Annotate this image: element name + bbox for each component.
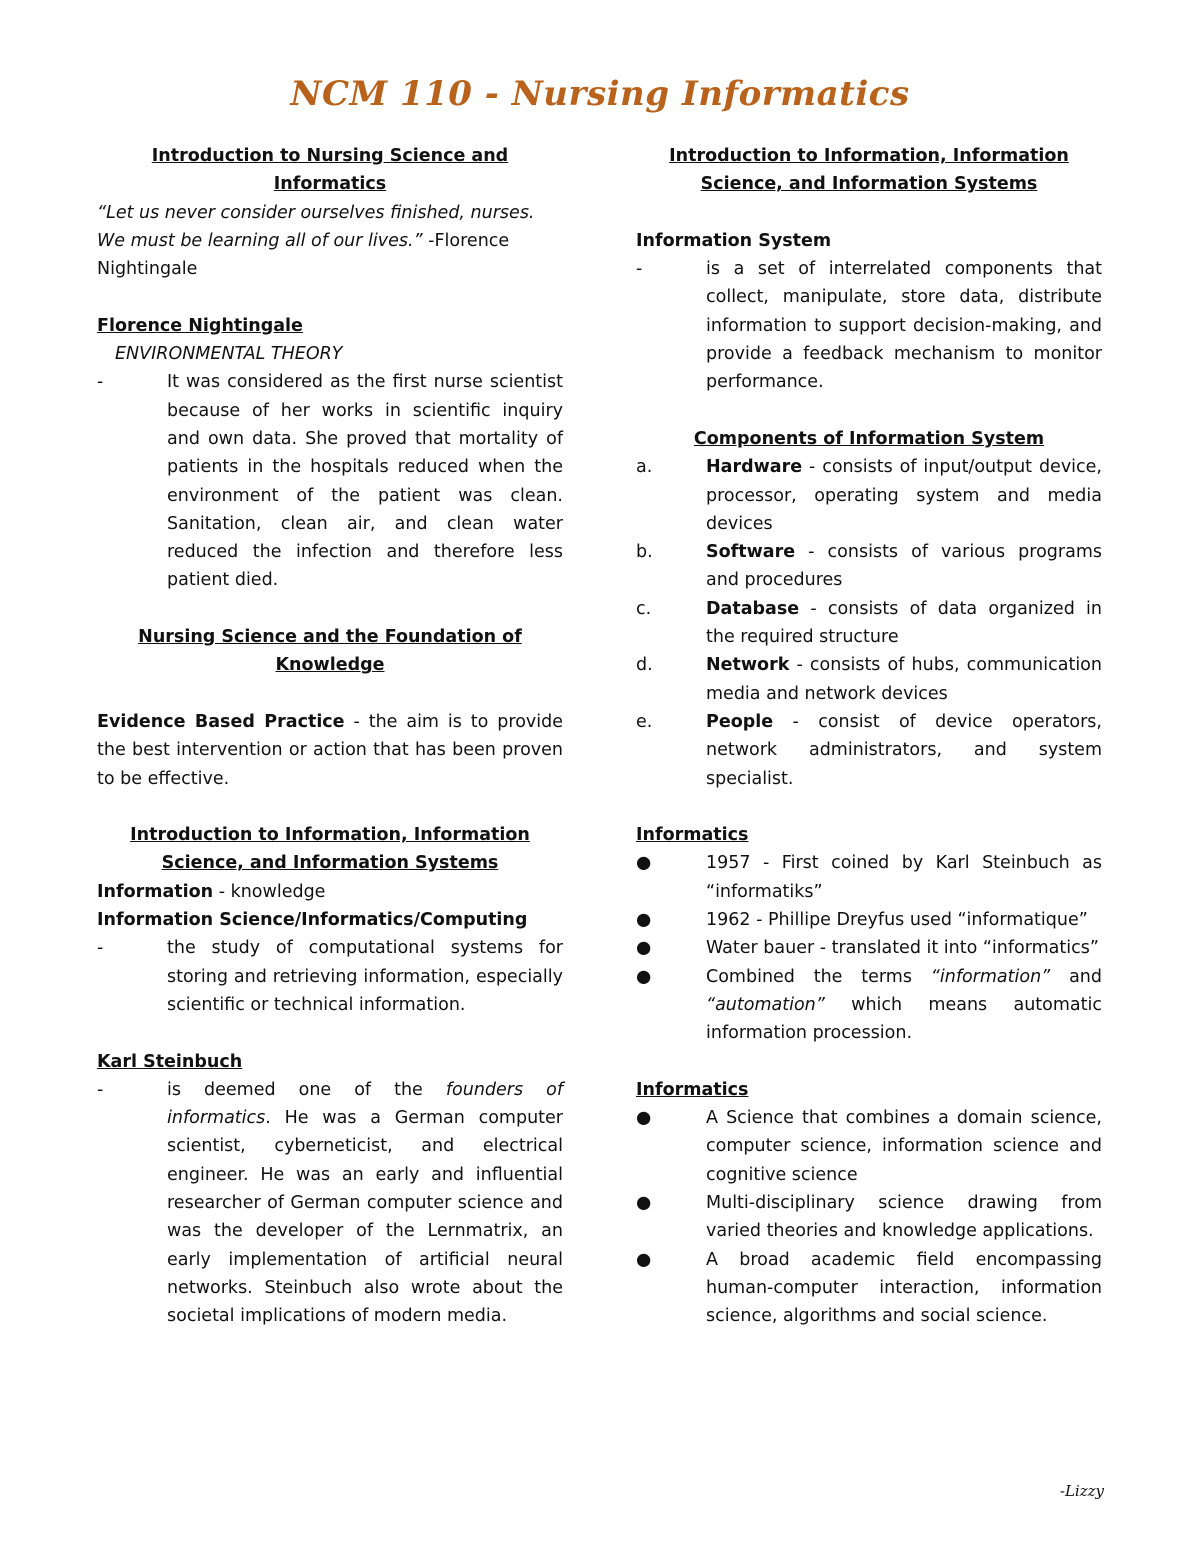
nightingale-list	[97, 368, 563, 594]
left-column	[97, 142, 563, 1330]
letter-marker: d.	[636, 655, 653, 676]
karl-steinbuch-label: Karl Steinbuch	[97, 1051, 243, 1072]
ebp-definition: - the aim is to provide the best intervention or action that has been proven to be effective.	[97, 711, 563, 789]
ebp-paragraph	[97, 708, 563, 793]
list-item	[636, 255, 1102, 396]
steinbuch-text-end: . He was a German computer scientist, cyberneticist, and electrical engineer. He was an early and influential researcher of German computer science and was the developer of the Lernmatrix, an early implementation of artificial neural networks. Steinbuch also wrote about the societal implications of modern media.	[167, 1108, 563, 1327]
steinbuch-emphasis: founders of informatics	[167, 1079, 563, 1129]
component-term: Software	[706, 542, 796, 563]
component-def: - consists of data organized in the required structure	[706, 598, 1102, 648]
list-item	[636, 1189, 1102, 1246]
letter-marker: c.	[636, 598, 652, 619]
steinbuch-list	[97, 1076, 563, 1331]
history-text: Water bauer - translated it into “informatics”	[706, 938, 1099, 959]
nightingale-text: It was considered as the first nurse scientist because of her works in scientific inquiry and own data. She proved that mortality of patients in the hospitals reduced when the environment of the patient was clean. Sanitation, clean air, and clean water reduced the infection and therefore less patient died.	[167, 372, 563, 591]
quote-author: -Florence Nightingale	[97, 230, 510, 280]
nightingale-quote	[97, 199, 563, 284]
component-item	[636, 453, 1102, 538]
letter-marker: b.	[636, 542, 653, 563]
environmental-theory: ENVIRONMENTAL THEORY	[115, 344, 343, 365]
letter-marker: a.	[636, 457, 653, 478]
component-item	[636, 538, 1102, 595]
list-item	[636, 963, 1102, 1048]
history-text: 1962 - Phillipe Dreyfus used “informatique”	[706, 910, 1088, 931]
definition-text: A broad academic field encompassing human-computer interaction, information science, algorithms and social science.	[706, 1249, 1102, 1327]
list-item	[636, 1104, 1102, 1189]
dash-marker: -	[97, 372, 104, 393]
intro-nursing-heading: Introduction to Nursing Science and Informatics	[151, 146, 509, 195]
component-def: - consists of input/output device, processor, operating system and media devices	[706, 457, 1102, 534]
definition-text: Multi-disciplinary science drawing from varied theories and knowledge applications.	[706, 1192, 1102, 1242]
list-item	[636, 1246, 1102, 1331]
information-term: Information	[97, 881, 214, 902]
list-item	[636, 849, 1102, 906]
dash-marker: -	[97, 1079, 104, 1100]
author-signature: -Lizzy	[1059, 1482, 1104, 1500]
bullet-icon: ●	[636, 938, 652, 959]
florence-nightingale-label: Florence Nightingale	[97, 315, 303, 336]
informatics-label-2: Informatics	[636, 1079, 749, 1100]
components-list	[636, 453, 1102, 793]
components-heading: Components of Information System	[693, 428, 1045, 449]
bullet-icon: ●	[636, 1108, 652, 1129]
quote-text: “Let us never consider ourselves finished, nurses. We must be learning all of our lives.”	[97, 202, 535, 251]
history-emphasis: “automation”	[706, 994, 825, 1015]
informatics-label-1: Informatics	[636, 825, 749, 846]
intro-information-heading-right: Introduction to Information, Information Science, and Information Systems	[669, 146, 1069, 195]
component-term: Database	[706, 598, 800, 619]
list-item	[97, 368, 563, 594]
informatics-definition-list	[636, 1104, 1102, 1330]
list-item	[636, 934, 1102, 962]
component-term: People	[706, 711, 774, 732]
component-item	[636, 708, 1102, 793]
bullet-icon: ●	[636, 853, 652, 874]
component-term: Network	[706, 655, 790, 676]
bullet-icon: ●	[636, 966, 652, 987]
bullet-icon: ●	[636, 1192, 652, 1213]
component-item	[636, 595, 1102, 652]
component-term: Hardware	[706, 457, 803, 478]
info-science-list	[97, 934, 563, 1019]
intro-information-heading-left: Introduction to Information, Information Science, and Information Systems	[130, 825, 530, 874]
history-emphasis: “information”	[930, 966, 1051, 987]
information-def: - knowledge	[213, 881, 326, 902]
information-system-text: is a set of interrelated components that collect, manipulate, store data, distribute information to support decision-making, and provide a feedback mechanism to monitor performance.	[706, 259, 1102, 393]
information-system-label: Information System	[636, 230, 832, 251]
history-text: Combined the terms	[706, 966, 931, 987]
component-item	[636, 651, 1102, 708]
document-title: NCM 110 - Nursing Informatics	[290, 74, 910, 114]
info-science-text: the study of computational systems for storing and retrieving information, especially scientific or technical information.	[167, 938, 563, 1015]
component-def: - consists of various programs and procedures	[706, 542, 1102, 591]
info-science-label: Information Science/Informatics/Computing	[97, 910, 528, 931]
history-text: 1957 - First coined by Karl Steinbuch as “informatiks”	[706, 853, 1102, 902]
list-item	[97, 1076, 563, 1331]
list-item	[97, 934, 563, 1019]
component-def: - consists of hubs, communication media and network devices	[706, 655, 1102, 704]
information-definition	[97, 878, 563, 906]
ebp-term: Evidence Based Practice	[97, 711, 345, 732]
dash-marker: -	[97, 938, 104, 959]
list-item	[636, 906, 1102, 934]
history-text: and	[1050, 966, 1102, 987]
component-def: - consist of device operators, network administrators, and system specialist.	[706, 711, 1102, 789]
nursing-science-heading: Nursing Science and the Foundation of Knowledge	[138, 627, 522, 676]
history-text: which means automatic information procession.	[706, 994, 1102, 1044]
informatics-history-list	[636, 849, 1102, 1047]
information-system-list	[636, 255, 1102, 396]
letter-marker: e.	[636, 711, 653, 732]
bullet-icon: ●	[636, 1249, 652, 1270]
steinbuch-text-start: is deemed one of the	[167, 1079, 446, 1100]
definition-text: A Science that combines a domain science, computer science, information science and cognitive science	[706, 1108, 1102, 1185]
right-column	[636, 142, 1102, 1330]
dash-marker: -	[636, 259, 643, 280]
bullet-icon: ●	[636, 910, 652, 931]
